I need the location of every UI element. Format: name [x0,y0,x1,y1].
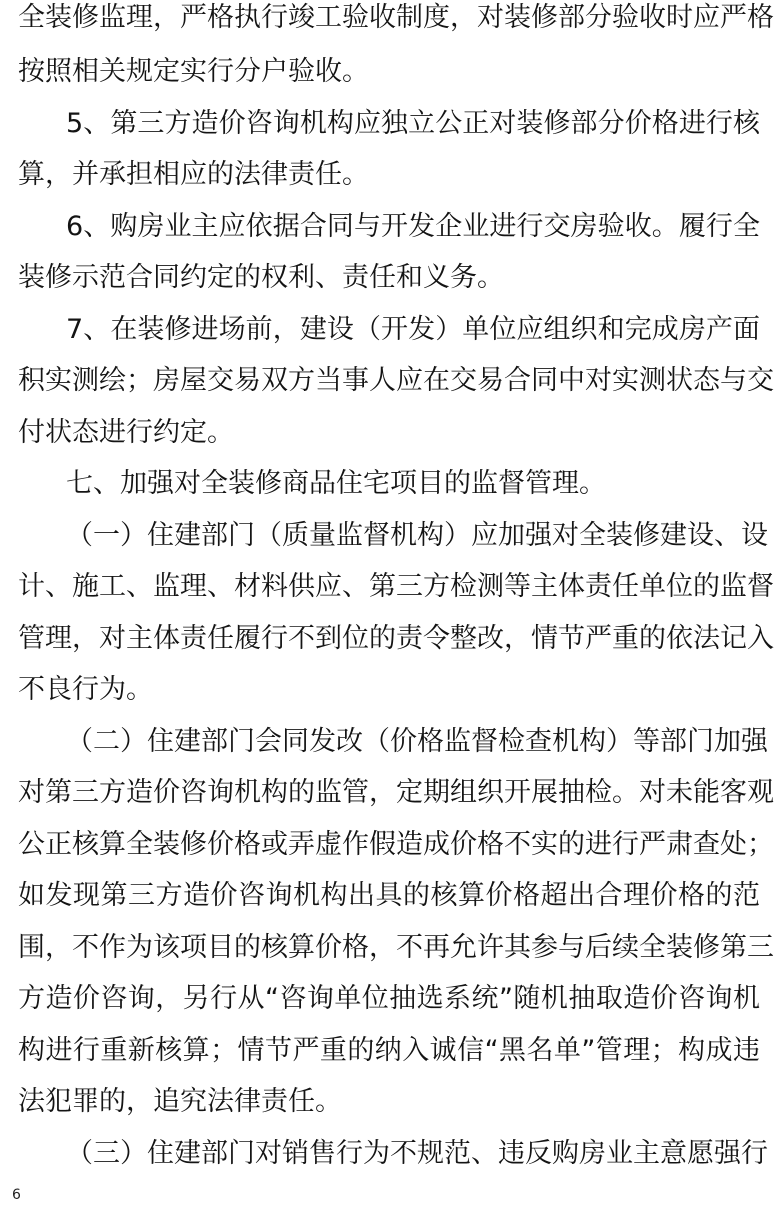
text-line-22: 法犯罪的，追究法律责任。 [18,1086,342,1117]
text-line-2: 按照相关规定实行分户验收。 [18,56,369,87]
text-line-13: 管理，对主体责任履行不到位的责令整改，情节严重的依法记入 [18,623,774,654]
page-number: 6 [12,1187,21,1203]
text-line-7: 7、在装修进场前，建设（开发）单位应组织和完成房产面 [66,314,760,345]
section-heading: 七、加强对全装修商品住宅项目的监督管理。 [66,468,606,499]
text-line-5: 6、购房业主应依据合同与开发企业进行交房验收。履行全 [66,211,760,242]
text-line-20: 方造价咨询，另行从“咨询单位抽选系统”随机抽取造价咨询机 [18,983,760,1014]
text-line-23: （三）住建部门对销售行为不规范、违反购房业主意愿强行 [66,1138,768,1169]
text-line-16: 对第三方造价咨询机构的监管，定期组织开展抽检。对未能客观 [18,777,774,808]
text-line-12: 计、施工、监理、材料供应、第三方检测等主体责任单位的监督 [18,571,774,602]
text-line-17: 公正核算全装修价格或弄虚作假造成价格不实的进行严肃查处； [18,829,774,860]
text-line-21: 构进行重新核算；情节严重的纳入诚信“黑名单”管理；构成违 [18,1035,760,1066]
text-line-11: （一）住建部门（质量监督机构）应加强对全装修建设、设 [66,520,768,551]
text-line-14: 不良行为。 [18,674,153,705]
text-line-18: 如发现第三方造价咨询机构出具的核算价格超出合理价格的范 [18,880,760,911]
text-line-3: 5、第三方造价咨询机构应独立公正对装修部分价格进行核 [66,108,760,139]
text-line-4: 算，并承担相应的法律责任。 [18,159,369,190]
text-line-1: 全装修监理，严格执行竣工验收制度，对装修部分验收时应严格 [18,2,774,33]
text-line-19: 围，不作为该项目的核算价格，不再允许其参与后续全装修第三 [18,932,774,963]
text-line-9: 付状态进行约定。 [18,417,234,448]
text-line-6: 装修示范合同约定的权利、责任和义务。 [18,262,504,293]
text-line-15: （二）住建部门会同发改（价格监督检查机构）等部门加强 [66,726,768,757]
text-line-8: 积实测绘；房屋交易双方当事人应在交易合同中对实测状态与交 [18,365,774,396]
